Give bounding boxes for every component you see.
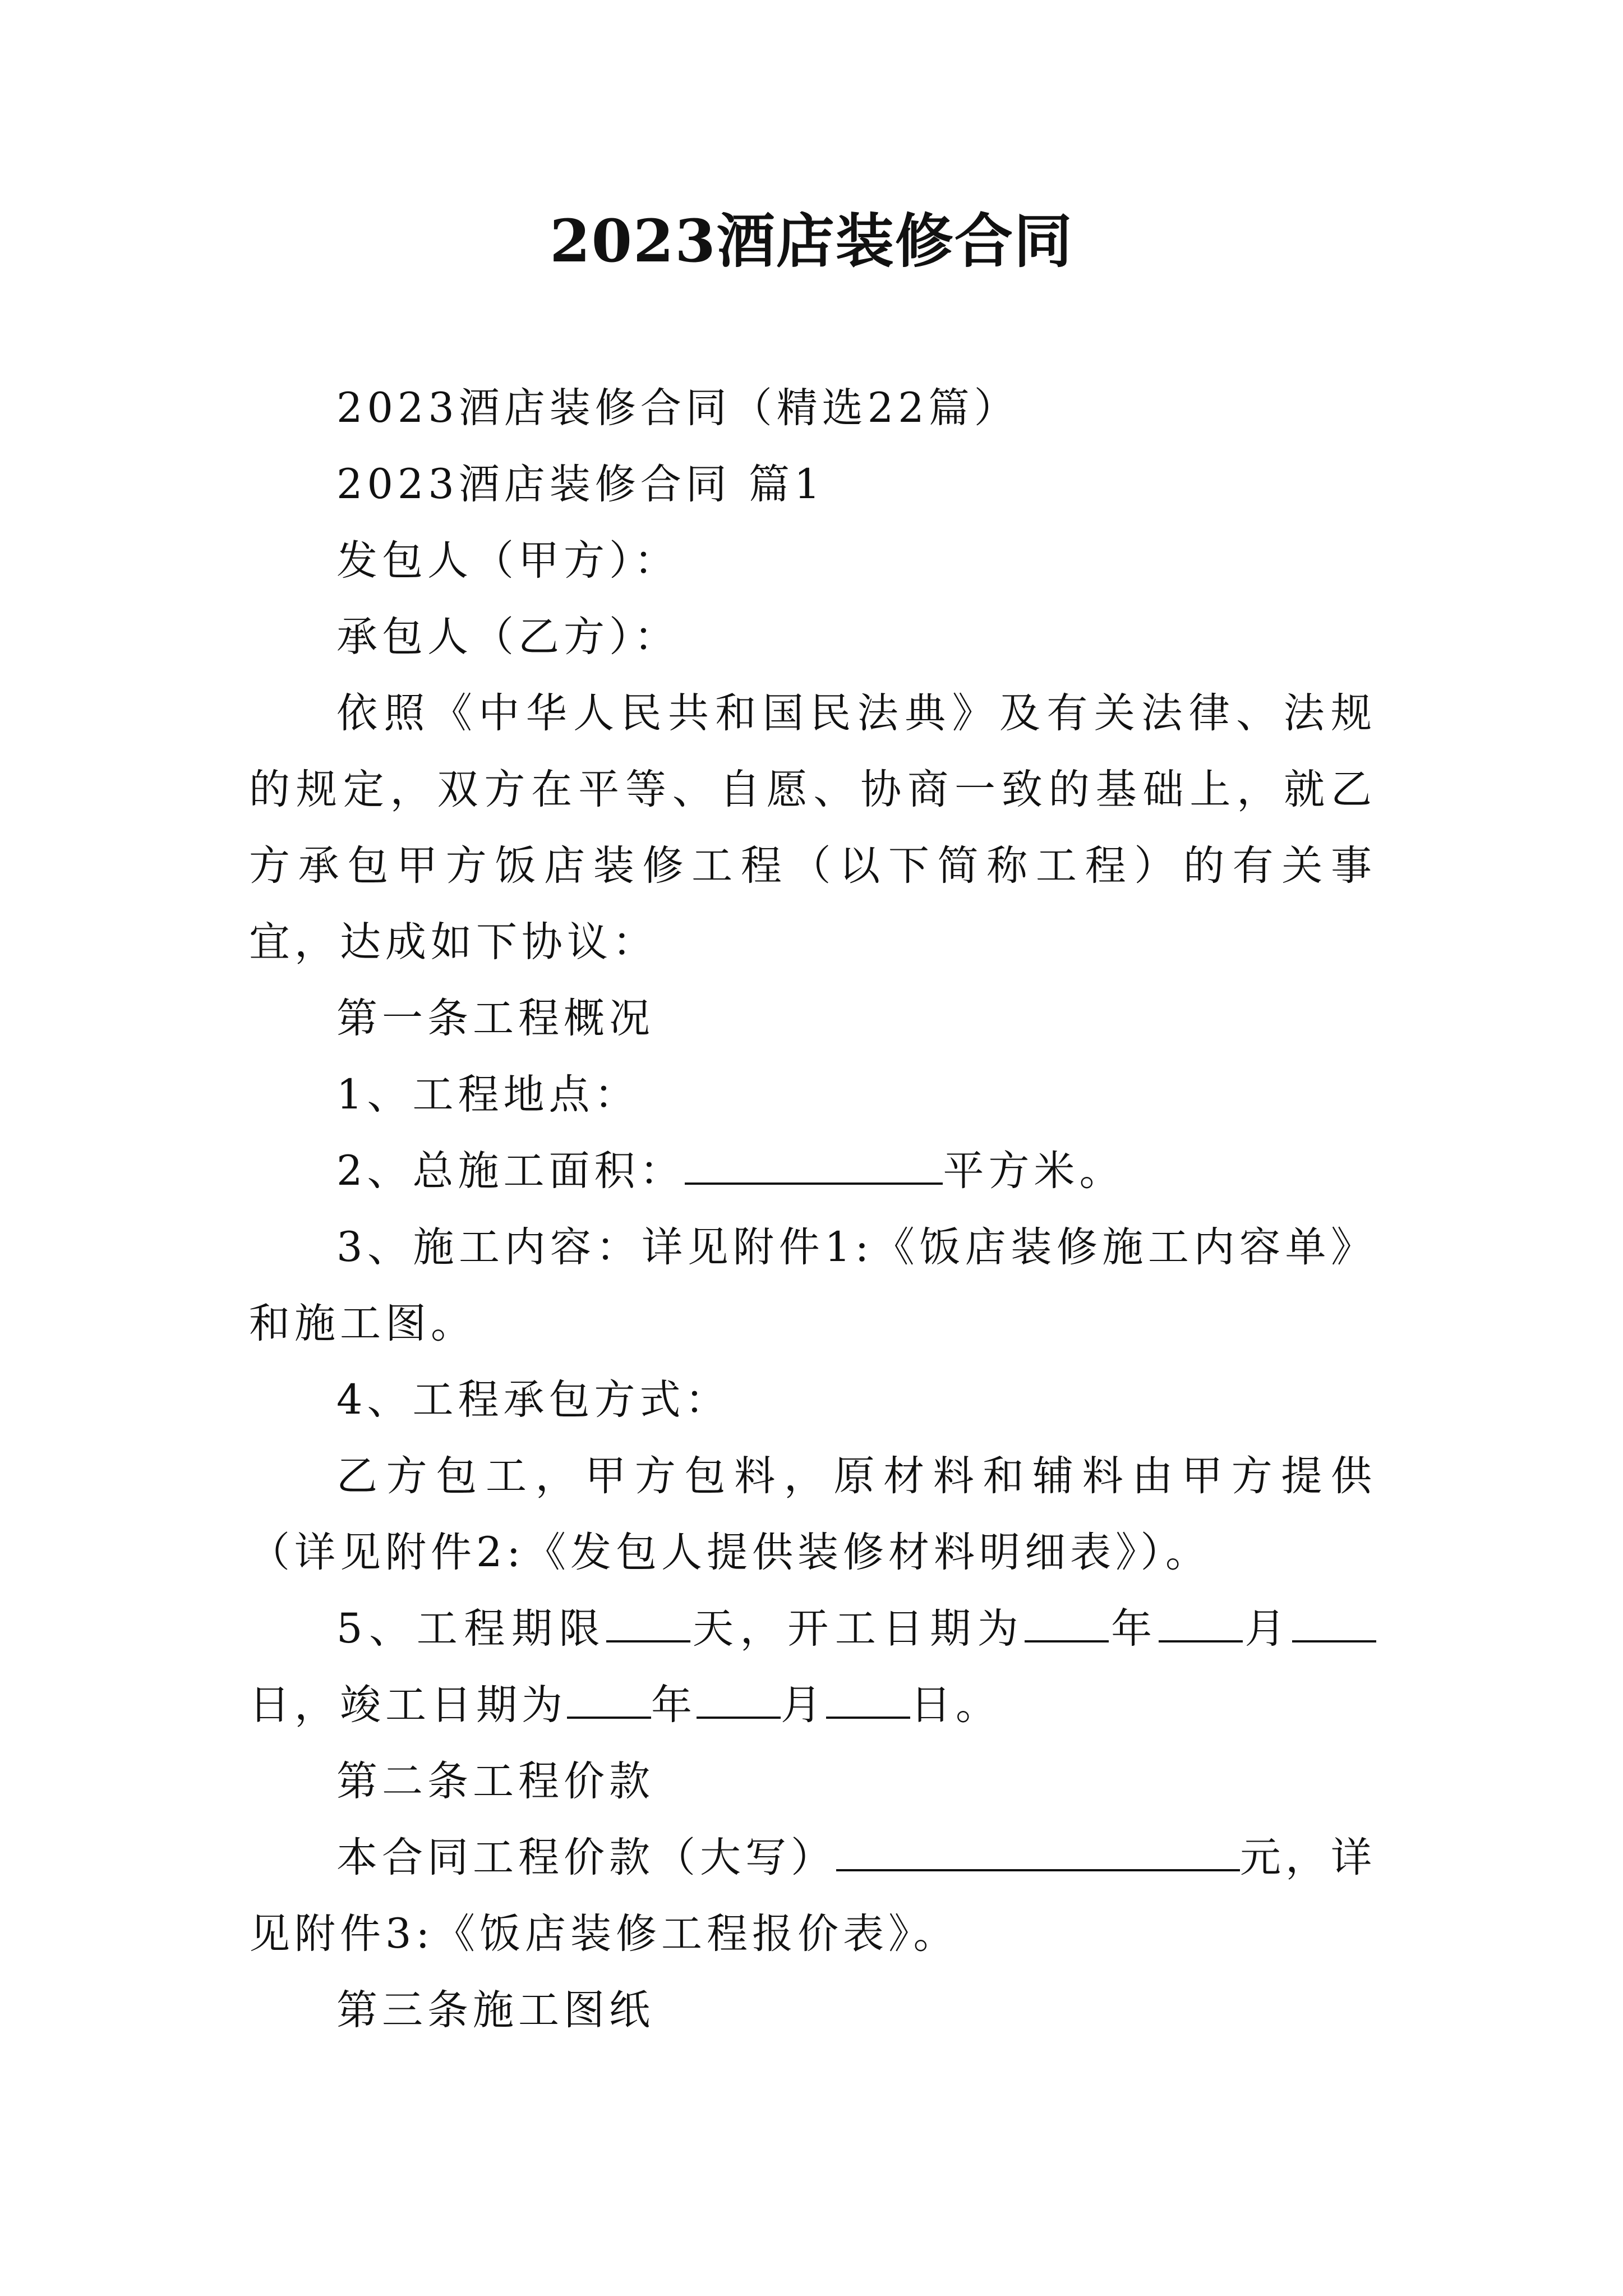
article-1-heading: 第一条工程概况: [336, 995, 654, 1042]
item-2-area: [249, 1133, 1376, 1209]
party-b-line: 承包人（乙方）：: [336, 613, 680, 661]
party-a-line: 发包人（甲方）：: [336, 537, 680, 585]
end-day-blank-field[interactable]: [826, 1683, 910, 1719]
start-year-blank-field[interactable]: [1025, 1607, 1109, 1642]
price-detail: 元，详见附件3:《饭店装修工程报价表》。: [249, 1834, 1376, 1958]
item-5-part-4: 月: [1242, 1605, 1293, 1653]
price-paragraph: [249, 1820, 1376, 1972]
item-5-part-5: 日，竣工日期为: [249, 1681, 567, 1729]
document-body: [249, 370, 1376, 2049]
item-5-part-7: 月: [781, 1681, 826, 1729]
days-blank-field[interactable]: [606, 1607, 690, 1642]
item-2-label: 2、总施工面积：: [336, 1147, 685, 1195]
item-5-part-3: 年: [1109, 1605, 1159, 1653]
item-4-detail: 乙方包工，甲方包料，原材料和辅料由甲方提供（详见附件2:《发包人提供装修材料明细表》）。: [249, 1452, 1376, 1576]
subtitle: 2023酒店装修合同（精选22篇）: [336, 384, 1020, 432]
item-5-part-6: 年: [651, 1681, 697, 1729]
item-5-period: [249, 1591, 1376, 1743]
document-title: 2023酒店装修合同: [550, 206, 1073, 275]
area-blank-field[interactable]: [685, 1149, 943, 1185]
start-month-blank-field[interactable]: [1159, 1607, 1243, 1642]
item-5-part-1: 5、工程期限: [336, 1605, 607, 1653]
end-month-blank-field[interactable]: [697, 1683, 781, 1719]
price-blank-field[interactable]: [836, 1835, 1240, 1871]
article-3-heading: 第三条施工图纸: [336, 1986, 654, 2034]
intro-paragraph: 依照《中华人民共和国民法典》及有关法律、法规的规定，双方在平等、自愿、协商一致的基础上，就乙方承包甲方饭店装修工程（以下简称工程）的有关事宜，达成如下协议：: [249, 689, 1376, 966]
item-3-content: 3、施工内容：详见附件1:《饭店装修施工内容单》和施工图。: [249, 1223, 1376, 1347]
item-2-unit: 平方米。: [943, 1147, 1125, 1195]
article-2-heading: 第二条工程价款: [336, 1757, 654, 1805]
start-day-blank-field[interactable]: [1292, 1607, 1376, 1642]
section-heading: 2023酒店装修合同 篇1: [336, 461, 825, 508]
item-4-method: 4、工程承包方式：: [336, 1376, 731, 1424]
end-year-blank-field[interactable]: [567, 1683, 651, 1719]
item-1-location: 1、工程地点：: [336, 1071, 640, 1119]
item-5-part-8: 日。: [910, 1681, 1001, 1729]
item-5-part-2: 天，开工日期为: [690, 1605, 1025, 1653]
price-label: 本合同工程价款（大写）: [336, 1834, 836, 1881]
